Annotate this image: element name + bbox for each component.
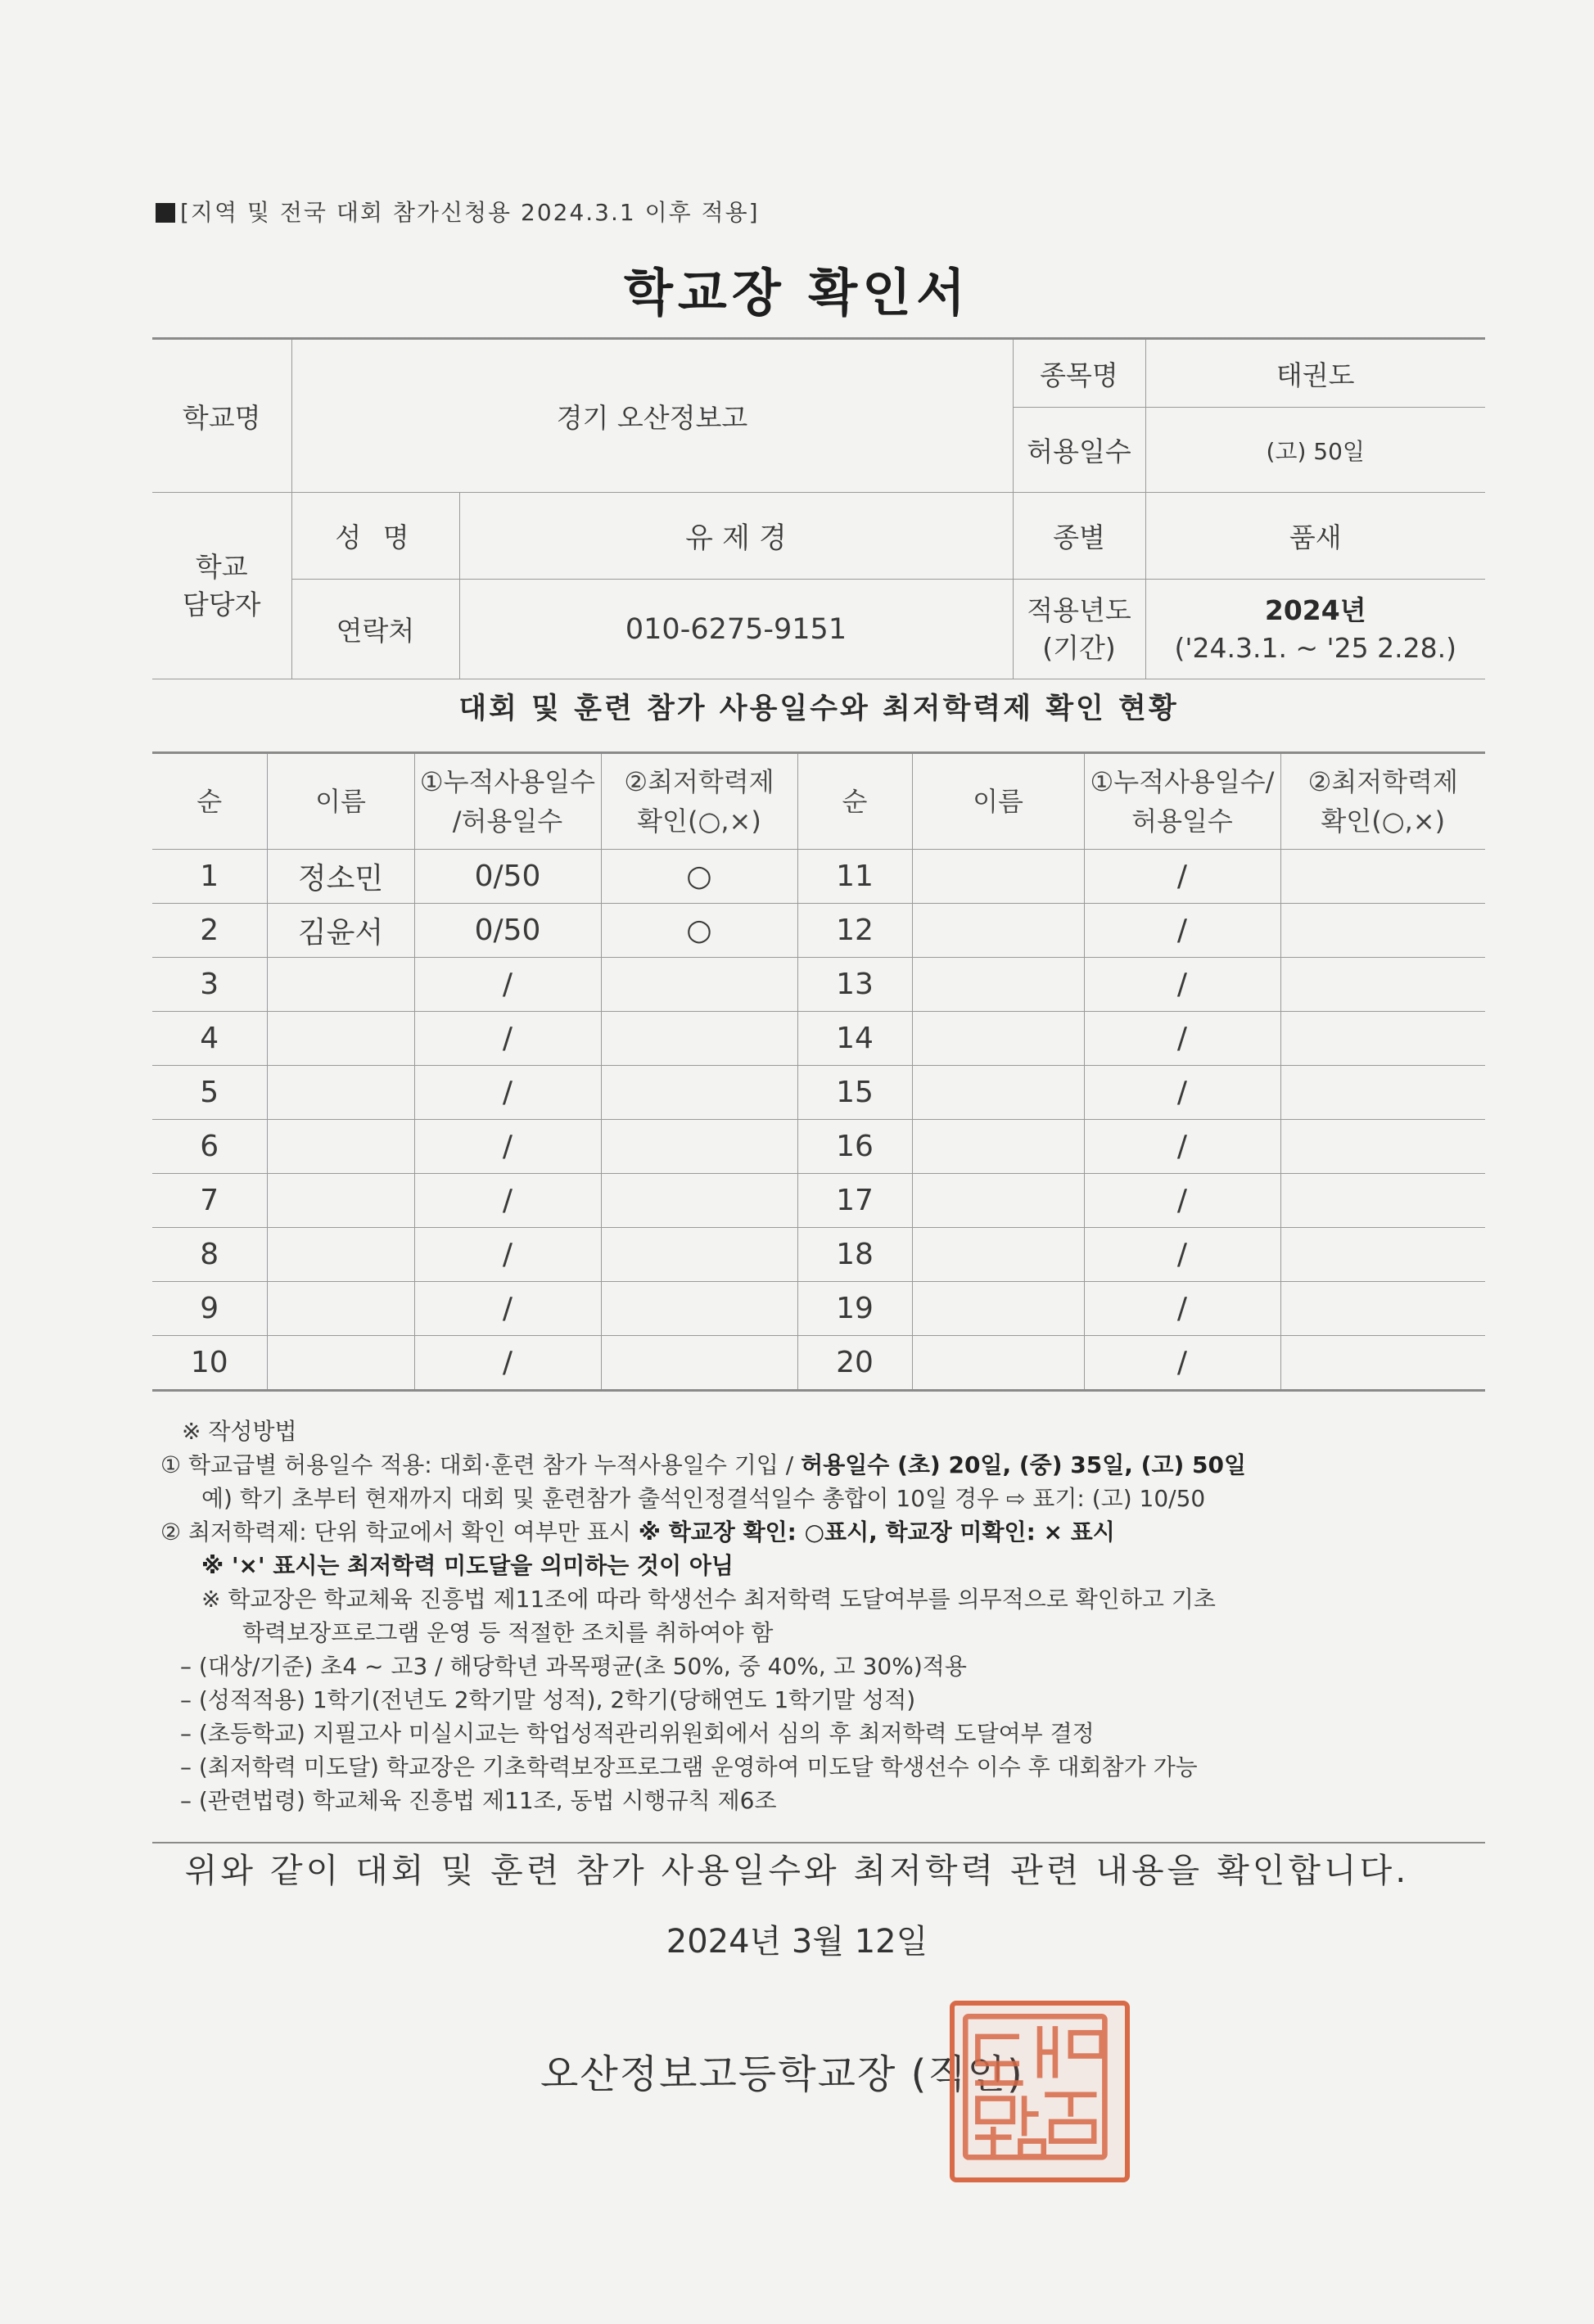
col-header-no-right: 순 [797, 753, 912, 850]
confirm-statement: 위와 같이 대회 및 훈련 참가 사용일수와 최저학력 관련 내용을 확인합니다. [184, 1851, 1410, 1890]
year-value-year: 2024년 [1264, 593, 1366, 626]
col-header-days-line1: ①누적사용일수 [419, 766, 596, 797]
row-days: / [414, 1228, 601, 1282]
row-acad-right [1280, 1228, 1485, 1282]
name-label: 성 명 [291, 493, 459, 580]
row-name [267, 1228, 414, 1282]
row-acad [601, 1012, 797, 1066]
row-acad [601, 1228, 797, 1282]
year-value [1145, 580, 1485, 679]
event-value: 품새 [1145, 493, 1485, 580]
staff-label-line1: 학교 [195, 550, 248, 583]
signature-line: 오산정보고등학교장 (직인) [540, 2051, 1024, 2097]
school-value: 경기 오산정보고 [291, 339, 1013, 493]
row-days-right: / [1084, 1174, 1280, 1228]
row-acad-right [1280, 904, 1485, 958]
row-days: / [414, 1282, 601, 1336]
table-row [152, 1228, 1485, 1282]
event-label: 종별 [1013, 493, 1145, 580]
official-seal-icon [950, 2001, 1130, 2182]
row-days-right: / [1084, 1336, 1280, 1391]
table-row [152, 1174, 1485, 1228]
row-no: 8 [152, 1228, 267, 1282]
row-acad-right [1280, 1012, 1485, 1066]
row-no: 3 [152, 958, 267, 1012]
table-row [152, 1066, 1485, 1120]
row-no: 6 [152, 1120, 267, 1174]
col-header-days-right [1084, 753, 1280, 850]
notes-heading: ※ 작성방법 [182, 1418, 297, 1445]
contact-label: 연락처 [291, 580, 459, 679]
row-name [267, 1066, 414, 1120]
year-label [1013, 580, 1145, 679]
year-label-line2: (기간) [1042, 631, 1116, 664]
col-header-name: 이름 [267, 753, 414, 850]
row-acad [601, 1066, 797, 1120]
row-acad-right [1280, 1282, 1485, 1336]
row-no: 4 [152, 1012, 267, 1066]
row-acad-right [1280, 1120, 1485, 1174]
row-name-right [912, 958, 1084, 1012]
document-title: 학교장 확인서 [624, 263, 970, 323]
col-header-acad-line2: 확인(○,×) [637, 806, 761, 837]
row-no-right: 16 [797, 1120, 912, 1174]
row-acad: ○ [601, 904, 797, 958]
row-no: 10 [152, 1336, 267, 1391]
col-header-acad-line1: ②최저학력제 [624, 766, 774, 797]
row-name-right [912, 1336, 1084, 1391]
note-2-text: ② 최저학력제: 단위 학교에서 확인 여부만 표시 [160, 1518, 639, 1546]
col-header-name-right: 이름 [912, 753, 1084, 850]
note-4b: 학력보장프로그램 운영 등 적절한 조치를 취하여야 함 [242, 1619, 774, 1646]
row-no: 1 [152, 850, 267, 904]
row-days-right: / [1084, 1228, 1280, 1282]
sport-label: 종목명 [1013, 339, 1145, 408]
roster-header-row [152, 753, 1485, 850]
row-acad-right [1280, 1174, 1485, 1228]
row-no-right: 11 [797, 850, 912, 904]
row-days-right: / [1084, 1066, 1280, 1120]
instructions [160, 1415, 1503, 1817]
row-name [267, 1282, 414, 1336]
row-acad-right [1280, 1336, 1485, 1391]
table-row [152, 1012, 1485, 1066]
table-row [152, 958, 1485, 1012]
row-no-right: 13 [797, 958, 912, 1012]
row-name [267, 1120, 414, 1174]
note-dash-1: – (대상/기준) 초4 ~ 고3 / 해당학년 과목평균(초 50%, 중 40%, 고 30%)적용 [180, 1653, 967, 1680]
row-name [267, 958, 414, 1012]
col-header-acad [601, 753, 797, 850]
row-name-right [912, 1174, 1084, 1228]
row-name-right [912, 1120, 1084, 1174]
note-4a: ※ 학교장은 학교체육 진흥법 제11조에 따라 학생선수 최저학력 도달여부를 의무적으로 확인하고 기초 [201, 1586, 1216, 1613]
table-row [152, 1336, 1485, 1391]
row-name [267, 1012, 414, 1066]
row-acad [601, 1120, 797, 1174]
row-days-right: / [1084, 1282, 1280, 1336]
row-no-right: 18 [797, 1228, 912, 1282]
header-note-text: [지역 및 전국 대회 참가신청용 2024.3.1 이후 적용] [180, 199, 760, 226]
staff-label [152, 493, 291, 679]
table-row [152, 904, 1485, 958]
note-1-example: 예) 학기 초부터 현재까지 대회 및 훈련참가 출석인정결석일수 총합이 10일 경우 ⇨ 표기: (고) 10/50 [201, 1485, 1206, 1512]
row-acad [601, 1282, 797, 1336]
name-value: 유 제 경 [459, 493, 1013, 580]
table-row [152, 1120, 1485, 1174]
row-name-right [912, 904, 1084, 958]
header-note [156, 195, 760, 228]
row-name-right [912, 1282, 1084, 1336]
row-days: / [414, 1174, 601, 1228]
row-no: 5 [152, 1066, 267, 1120]
row-no: 9 [152, 1282, 267, 1336]
col-header-acad-right [1280, 753, 1485, 850]
col-header-days-right-line1: ①누적사용일수/ [1090, 766, 1275, 797]
col-header-days [414, 753, 601, 850]
row-days-right: / [1084, 958, 1280, 1012]
row-days-right: / [1084, 1012, 1280, 1066]
row-name-right [912, 1228, 1084, 1282]
row-name [267, 1174, 414, 1228]
school-label: 학교명 [152, 339, 291, 493]
allowed-days-value: (고) 50일 [1145, 408, 1485, 493]
allowed-days-label: 허용일수 [1013, 408, 1145, 493]
roster-table [152, 751, 1485, 1392]
note-2-bold: ※ 학교장 확인: ○표시, 학교장 미확인: × 표시 [638, 1518, 1115, 1546]
row-days: / [414, 1012, 601, 1066]
row-acad-right [1280, 1066, 1485, 1120]
row-days: / [414, 1120, 601, 1174]
seal-glyphs [955, 2006, 1125, 2177]
table-row [152, 1282, 1485, 1336]
document-date: 2024년 3월 12일 [666, 1923, 928, 1961]
note-1-bold: 허용일수 (초) 20일, (중) 35일, (고) 50일 [801, 1451, 1247, 1478]
row-days: / [414, 1336, 601, 1391]
row-acad [601, 1336, 797, 1391]
row-days-right: / [1084, 1120, 1280, 1174]
note-dash-2: – (성적적용) 1학기(전년도 2학기말 성적), 2학기(당해연도 1학기말 성적) [180, 1686, 916, 1713]
note-dash-4: – (최저학력 미도달) 학교장은 기초학력보장프로그램 운영하여 미도달 학생선수 이수 후 대회참가 가능 [180, 1753, 1198, 1780]
col-header-acad-right-line2: 확인(○,×) [1321, 806, 1446, 837]
row-no-right: 17 [797, 1174, 912, 1228]
row-no: 7 [152, 1174, 267, 1228]
note-dash-5: – (관련법령) 학교체육 진흥법 제11조, 동법 시행규칙 제6조 [180, 1787, 777, 1814]
note-dash-3: – (초등학교) 지필고사 미실시교는 학업성적관리위원회에서 심의 후 최저학력 도달여부 결정 [180, 1720, 1095, 1747]
row-no: 2 [152, 904, 267, 958]
contact-value: 010-6275-9151 [459, 580, 1013, 679]
row-acad [601, 958, 797, 1012]
square-bullet-icon [156, 203, 175, 223]
row-days: / [414, 1066, 601, 1120]
year-label-line1: 적용년도 [1027, 593, 1131, 626]
row-days: 0/50 [414, 850, 601, 904]
row-days-right: / [1084, 850, 1280, 904]
section-title: 대회 및 훈련 참가 사용일수와 최저학력제 확인 현황 [458, 693, 1179, 725]
sport-value: 태권도 [1145, 339, 1485, 408]
row-name: 정소민 [267, 850, 414, 904]
row-no-right: 14 [797, 1012, 912, 1066]
row-acad-right [1280, 850, 1485, 904]
row-name [267, 1336, 414, 1391]
col-header-days-line2: /허용일수 [452, 806, 563, 837]
year-value-period: ('24.3.1. ~ '25 2.28.) [1174, 631, 1456, 664]
note-3: ※ '×' 표시는 최저학력 미도달을 의미하는 것이 아님 [201, 1552, 734, 1579]
row-name-right [912, 1066, 1084, 1120]
row-name-right [912, 1012, 1084, 1066]
col-header-acad-right-line1: ②최저학력제 [1307, 766, 1458, 797]
row-acad: ○ [601, 850, 797, 904]
info-table [152, 337, 1485, 679]
row-no-right: 19 [797, 1282, 912, 1336]
col-header-no: 순 [152, 753, 267, 850]
row-days: 0/50 [414, 904, 601, 958]
note-1-text: ① 학교급별 허용일수 적용: 대회·훈련 참가 누적사용일수 기입 / [160, 1451, 802, 1478]
table-row [152, 850, 1485, 904]
row-acad [601, 1174, 797, 1228]
row-name: 김윤서 [267, 904, 414, 958]
note-1 [160, 1448, 1503, 1482]
row-acad-right [1280, 958, 1485, 1012]
staff-label-line2: 담당자 [182, 588, 261, 620]
row-days: / [414, 958, 601, 1012]
row-name-right [912, 850, 1084, 904]
note-2 [160, 1515, 1503, 1549]
row-no-right: 12 [797, 904, 912, 958]
row-no-right: 20 [797, 1336, 912, 1391]
col-header-days-right-line2: 허용일수 [1131, 806, 1233, 837]
row-days-right: / [1084, 904, 1280, 958]
row-no-right: 15 [797, 1066, 912, 1120]
